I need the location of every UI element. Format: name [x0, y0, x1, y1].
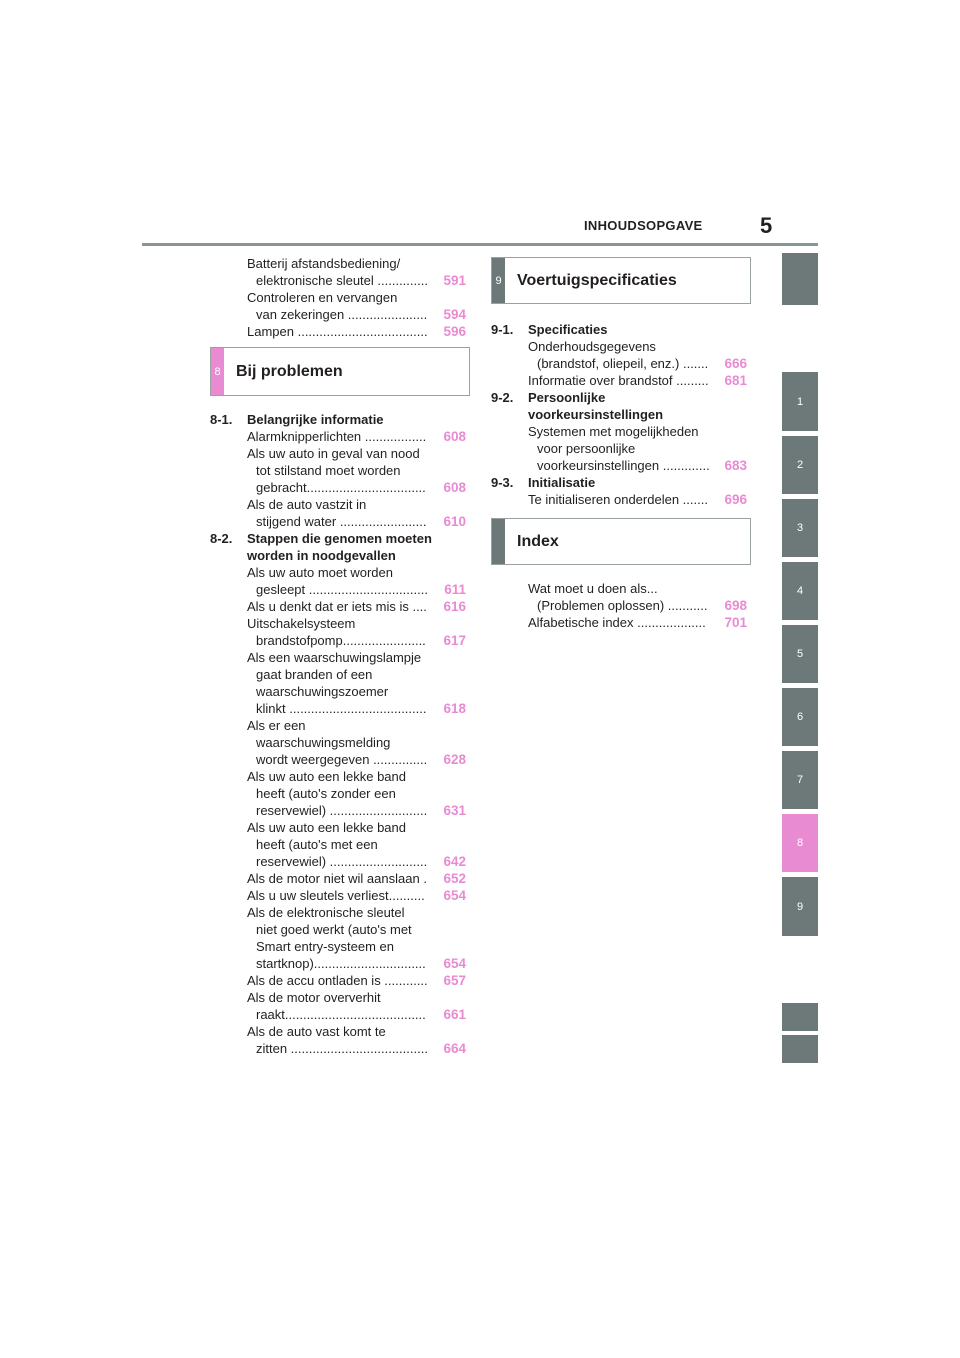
- toc-entry[interactable]: Als de motor niet wil aanslaan . 652: [247, 871, 466, 886]
- page-ref[interactable]: 618: [443, 701, 466, 716]
- toc-entry[interactable]: Te initialiseren onderdelen ....... 696: [528, 492, 747, 507]
- page-ref[interactable]: 608: [443, 480, 466, 495]
- page-ref[interactable]: 642: [443, 854, 466, 869]
- toc-entry[interactable]: Onderhoudsgegevens (brandstof, oliepeil, enz.) ....... 666: [528, 339, 747, 371]
- toc-entry[interactable]: Als uw auto een lekke band heeft (auto's zonder een reservewiel) ........................... 631: [247, 769, 466, 818]
- page-ref[interactable]: 617: [443, 633, 466, 648]
- page-ref[interactable]: 654: [443, 956, 466, 971]
- toc-entry[interactable]: Als de motor oververhit raakt....................................... 661: [247, 990, 466, 1022]
- subsection-8-2[interactable]: 8-2. Stappen die genomen moeten worden in noodgevallen: [210, 531, 432, 563]
- side-tab-3[interactable]: 3: [782, 499, 818, 557]
- header-rule: [142, 243, 818, 246]
- page-ref[interactable]: 657: [443, 973, 466, 988]
- side-tab-blank-index-2: [782, 1035, 818, 1063]
- toc-entry[interactable]: Alfabetische index ................... 701: [528, 615, 747, 630]
- section-8-tab: 8: [211, 348, 224, 395]
- subsection-9-3[interactable]: 9-3. Initialisatie: [491, 475, 596, 490]
- toc-entry[interactable]: Als de auto vastzit in stijgend water ........................ 610: [247, 497, 466, 529]
- index-tab: [492, 519, 505, 564]
- page-ref[interactable]: 631: [443, 803, 466, 818]
- running-header-title: INHOUDSOPGAVE: [584, 218, 703, 233]
- page-ref[interactable]: 701: [724, 615, 747, 630]
- page-ref[interactable]: 611: [444, 582, 466, 597]
- toc-entry[interactable]: Controleren en vervangen van zekeringen ...................... 594: [247, 290, 466, 322]
- toc-entry[interactable]: Als uw auto moet worden gesleept ................................. 611: [247, 565, 466, 597]
- section-8-list: [210, 411, 466, 1057]
- page-ref[interactable]: 608: [443, 429, 466, 444]
- toc-continued-list: [247, 255, 466, 340]
- page-ref[interactable]: 666: [724, 356, 747, 371]
- side-tab-4[interactable]: 4: [782, 562, 818, 620]
- toc-entry[interactable]: Lampen .................................... 596: [247, 324, 466, 339]
- side-tab-5[interactable]: 5: [782, 625, 818, 683]
- toc-entry[interactable]: Als u uw sleutels verliest.......... 654: [247, 888, 466, 903]
- index-list: [528, 580, 747, 631]
- toc-entry[interactable]: Als de accu ontladen is ............ 657: [247, 973, 466, 988]
- toc-entry[interactable]: Als uw auto in geval van nood tot stilstand moet worden gebracht................................. 608: [247, 446, 466, 495]
- toc-entry[interactable]: Uitschakelsysteem brandstofpomp....................... 617: [247, 616, 466, 648]
- subsection-9-1[interactable]: 9-1. Specificaties: [491, 322, 608, 337]
- side-tab-6[interactable]: 6: [782, 688, 818, 746]
- side-tab-7[interactable]: 7: [782, 751, 818, 809]
- side-tab-8[interactable]: 8: [782, 814, 818, 872]
- toc-entry[interactable]: Als er een waarschuwingsmelding wordt weergegeven ............... 628: [247, 718, 466, 767]
- page-ref[interactable]: 683: [724, 458, 747, 473]
- section-9-heading[interactable]: [491, 257, 751, 304]
- side-tab-9[interactable]: 9: [782, 877, 818, 936]
- toc-entry[interactable]: Als een waarschuwingslampje gaat branden of een waarschuwingszoemer klinkt ...................................... 618: [247, 650, 466, 716]
- page-ref[interactable]: 591: [443, 273, 466, 288]
- page-ref[interactable]: 696: [724, 492, 747, 507]
- section-8-title: Bij problemen: [236, 362, 343, 380]
- page-ref[interactable]: 610: [443, 514, 466, 529]
- section-8-heading[interactable]: [210, 347, 470, 396]
- side-tab-blank-index-1: [782, 1003, 818, 1031]
- toc-entry[interactable]: Als de auto vast komt te zitten ...................................... 664: [247, 1024, 466, 1056]
- page-ref[interactable]: 681: [724, 373, 747, 388]
- toc-entry[interactable]: Alarmknipperlichten ................. 608: [247, 429, 466, 444]
- subsection-9-2[interactable]: 9-2. Persoonlijke voorkeursinstellingen: [491, 390, 664, 422]
- toc-entry[interactable]: Als de elektronische sleutel niet goed werkt (auto's met Smart entry-systeem en startknop)............................... 654: [247, 905, 466, 971]
- toc-entry[interactable]: Als uw auto een lekke band heeft (auto's met een reservewiel) ........................... 642: [247, 820, 466, 869]
- index-title: Index: [517, 532, 559, 550]
- page-ref[interactable]: 664: [443, 1041, 466, 1056]
- index-heading[interactable]: [491, 518, 751, 565]
- side-tab-2[interactable]: 2: [782, 436, 818, 494]
- page-ref[interactable]: 594: [443, 307, 466, 322]
- toc-entry[interactable]: Wat moet u doen als... (Problemen oplossen) ........... 698: [528, 581, 747, 613]
- side-tab-1[interactable]: 1: [782, 372, 818, 431]
- toc-entry[interactable]: Batterij afstandsbediening/ elektronische sleutel .............. 591: [247, 256, 466, 288]
- subsection-8-1[interactable]: 8-1. Belangrijke informatie: [210, 412, 384, 427]
- toc-entry[interactable]: Systemen met mogelijkheden voor persoonlijke voorkeursinstellingen ............. 683: [528, 424, 747, 473]
- page-ref[interactable]: 698: [724, 598, 747, 613]
- page-ref[interactable]: 616: [443, 599, 466, 614]
- page-ref[interactable]: 652: [443, 871, 466, 886]
- toc-entry[interactable]: Informatie over brandstof ......... 681: [528, 373, 747, 388]
- side-tab-blank-top: [782, 253, 818, 305]
- page-ref[interactable]: 596: [443, 324, 466, 339]
- section-9-list: [491, 321, 747, 508]
- page-ref[interactable]: 654: [443, 888, 466, 903]
- page-ref[interactable]: 628: [443, 752, 466, 767]
- section-9-title: Voertuigspecificaties: [517, 271, 677, 289]
- page-ref[interactable]: 661: [443, 1007, 466, 1022]
- section-9-tab: 9: [492, 258, 505, 303]
- toc-entry[interactable]: Als u denkt dat er iets mis is .... 616: [247, 599, 466, 614]
- page-number: 5: [760, 213, 773, 238]
